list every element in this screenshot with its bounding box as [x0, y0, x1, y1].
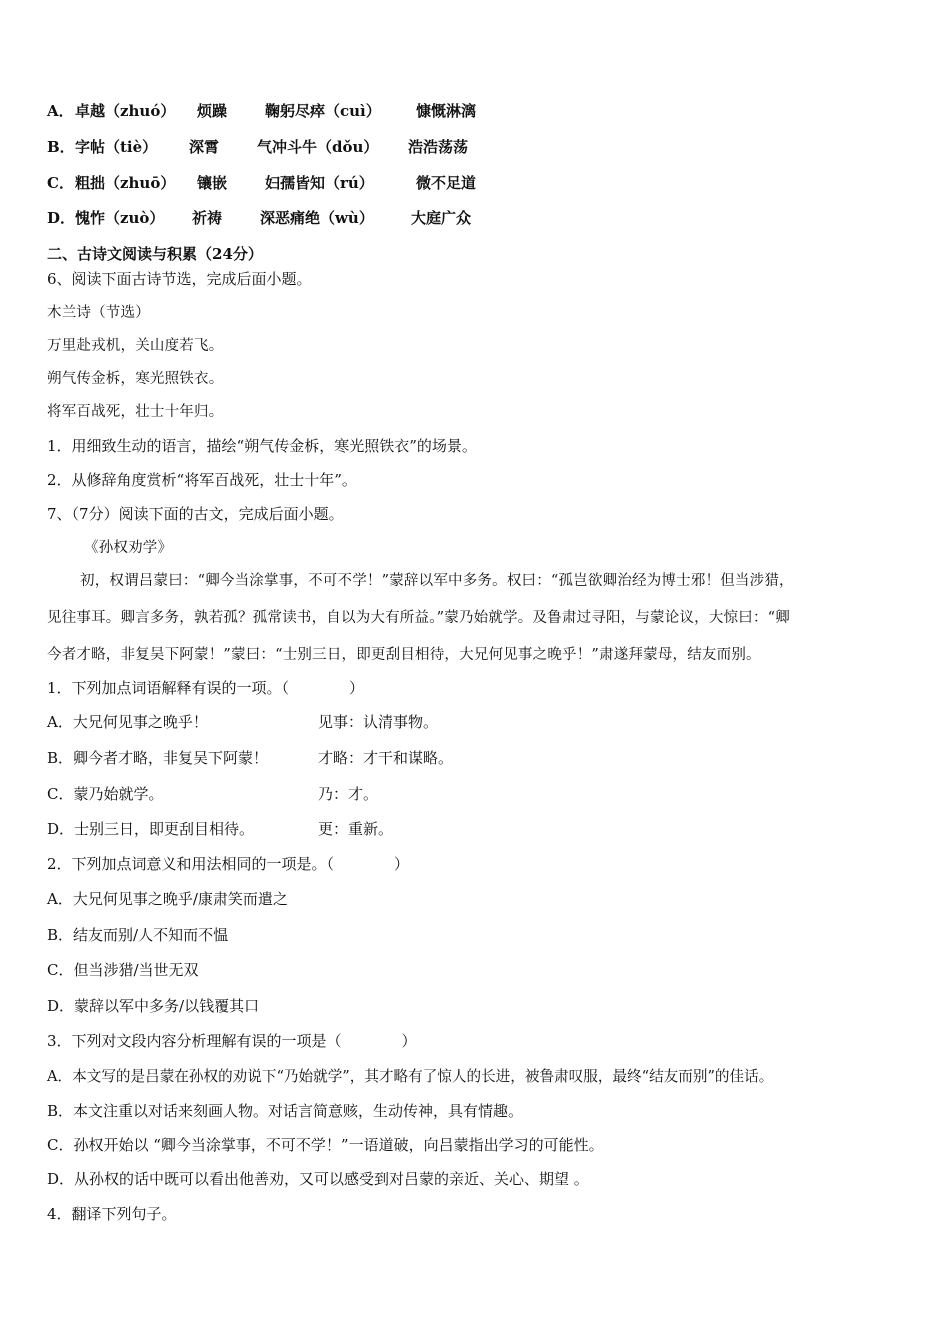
question-6-item: 2．从修辞角度赏析“将军百战死，壮士十年”。 [47, 471, 357, 489]
option-item: 祈祷 [192, 209, 223, 227]
question-2-option: A．大兄何见事之晚乎/康肃笑而遣之 [47, 890, 288, 908]
option-row-c [47, 173, 476, 193]
option-item: 妇孺皆知（rú） [265, 174, 374, 192]
poem-line: 万里赴戎机，关山度若飞。 [47, 338, 224, 354]
option-label: D． [47, 209, 76, 227]
question-6-item: 1．用细致生动的语言，描绘“朔气传金柝，寒光照铁衣”的场景。 [47, 437, 477, 455]
option-text: A．大兄何见事之晚乎！ [47, 713, 208, 731]
option-item: 微不足道 [416, 174, 477, 192]
text-title: 《孙权劝学》 [84, 540, 173, 556]
option-item: 镶嵌 [197, 174, 228, 192]
question-2-option: B．结友而别/人不知而不愠 [47, 926, 229, 944]
option-label: A． [47, 102, 74, 120]
poem-line: 朔气传金柝，寒光照铁衣。 [47, 371, 224, 387]
option-row-a [47, 101, 476, 121]
option-text: B．卿今者才略，非复吴下阿蒙！ [47, 749, 269, 767]
question-1-option [47, 748, 453, 768]
question-1-stem: 1．下列加点词语解释有误的一项。（ ） [47, 679, 365, 697]
question-2-stem: 2．下列加点词意义和用法相同的一项是。（ ） [47, 855, 410, 873]
option-item: 鞠躬尽瘁（cuì） [265, 102, 381, 120]
question-3-option: D．从孙权的话中既可以看出他善劝，又可以感受到对吕蒙的亲近、关心、期望 。 [47, 1170, 589, 1188]
question-3-stem: 3．下列对文段内容分析理解有误的一项是（ ） [47, 1032, 417, 1050]
question-1-option [47, 819, 393, 839]
option-item: 浩浩荡荡 [408, 138, 469, 156]
question-3-option: A．本文写的是吕蒙在孙权的劝说下“乃始就学”，其才略有了惊人的长进，被鲁肃叹服，最终“结友而别”的佳话。 [47, 1068, 774, 1085]
option-explanation: 才略：才干和谋略。 [318, 749, 454, 767]
question-3-option: B．本文注重以对话来刻画人物。对话言简意赅，生动传神，具有情趣。 [47, 1102, 524, 1120]
question-3-option: C．孙权开始以 “卿今当涂掌事，不可不学！”一语道破，向吕蒙指出学习的可能性。 [47, 1136, 604, 1154]
option-text: C．蒙乃始就学。 [47, 785, 164, 803]
option-explanation: 更：重新。 [318, 820, 394, 838]
option-item: 烦躁 [197, 102, 228, 120]
question-7-intro: 7、（7分）阅读下面的古文，完成后面小题。 [47, 505, 344, 523]
option-item: 深恶痛绝（wù） [260, 209, 374, 227]
poem-title: 木兰诗（节选） [47, 305, 150, 321]
question-4-stem: 4．翻译下列句子。 [47, 1205, 177, 1223]
question-1-option [47, 712, 438, 732]
option-text: D．士别三日，即更刮目相待。 [47, 820, 255, 838]
option-item: 大庭广众 [411, 209, 472, 227]
option-explanation: 见事：认清事物。 [318, 713, 439, 731]
option-item: 卓越（zhuó） [75, 102, 176, 120]
option-item: 粗拙（zhuō） [75, 174, 176, 192]
option-item: 深霄 [189, 138, 220, 156]
option-item: 愧怍（zuò） [75, 209, 165, 227]
question-6-intro: 6、阅读下面古诗节选，完成后面小题。 [47, 270, 312, 288]
question-2-option: C．但当涉猎/当世无双 [47, 961, 199, 979]
question-2-option: D．蒙辞以军中多务/以钱覆其口 [47, 997, 260, 1015]
question-1-option [47, 784, 378, 804]
option-label: C． [47, 174, 74, 192]
option-row-b [47, 137, 468, 157]
section-heading: 二、古诗文阅读与积累（24分） [47, 245, 263, 263]
text-line: 初，权谓吕蒙曰：“卿今当涂掌事，不可不学！”蒙辞以军中多务。权曰：“孤岂欲卿治经为博士邪！但当涉猎， [80, 573, 794, 589]
option-row-d [47, 208, 471, 228]
option-item: 慷慨淋漓 [416, 102, 477, 120]
poem-line: 将军百战死，壮士十年归。 [47, 404, 224, 420]
option-item: 气冲斗牛（dǒu） [257, 138, 379, 156]
option-explanation: 乃：才。 [318, 785, 379, 803]
option-label: B． [47, 138, 75, 156]
option-item: 字帖（tiè） [75, 138, 158, 156]
text-line: 见往事耳。卿言多务，孰若孤？孤常读书，自以为大有所益。”蒙乃始就学。及鲁肃过寻阳，与蒙论议，大惊曰：“卿 [47, 610, 790, 626]
text-line: 今者才略，非复吴下阿蒙！”蒙曰：“士别三日，即更刮目相待，大兄何见事之晚乎！”肃遂拜蒙母，结友而别。 [47, 647, 761, 663]
